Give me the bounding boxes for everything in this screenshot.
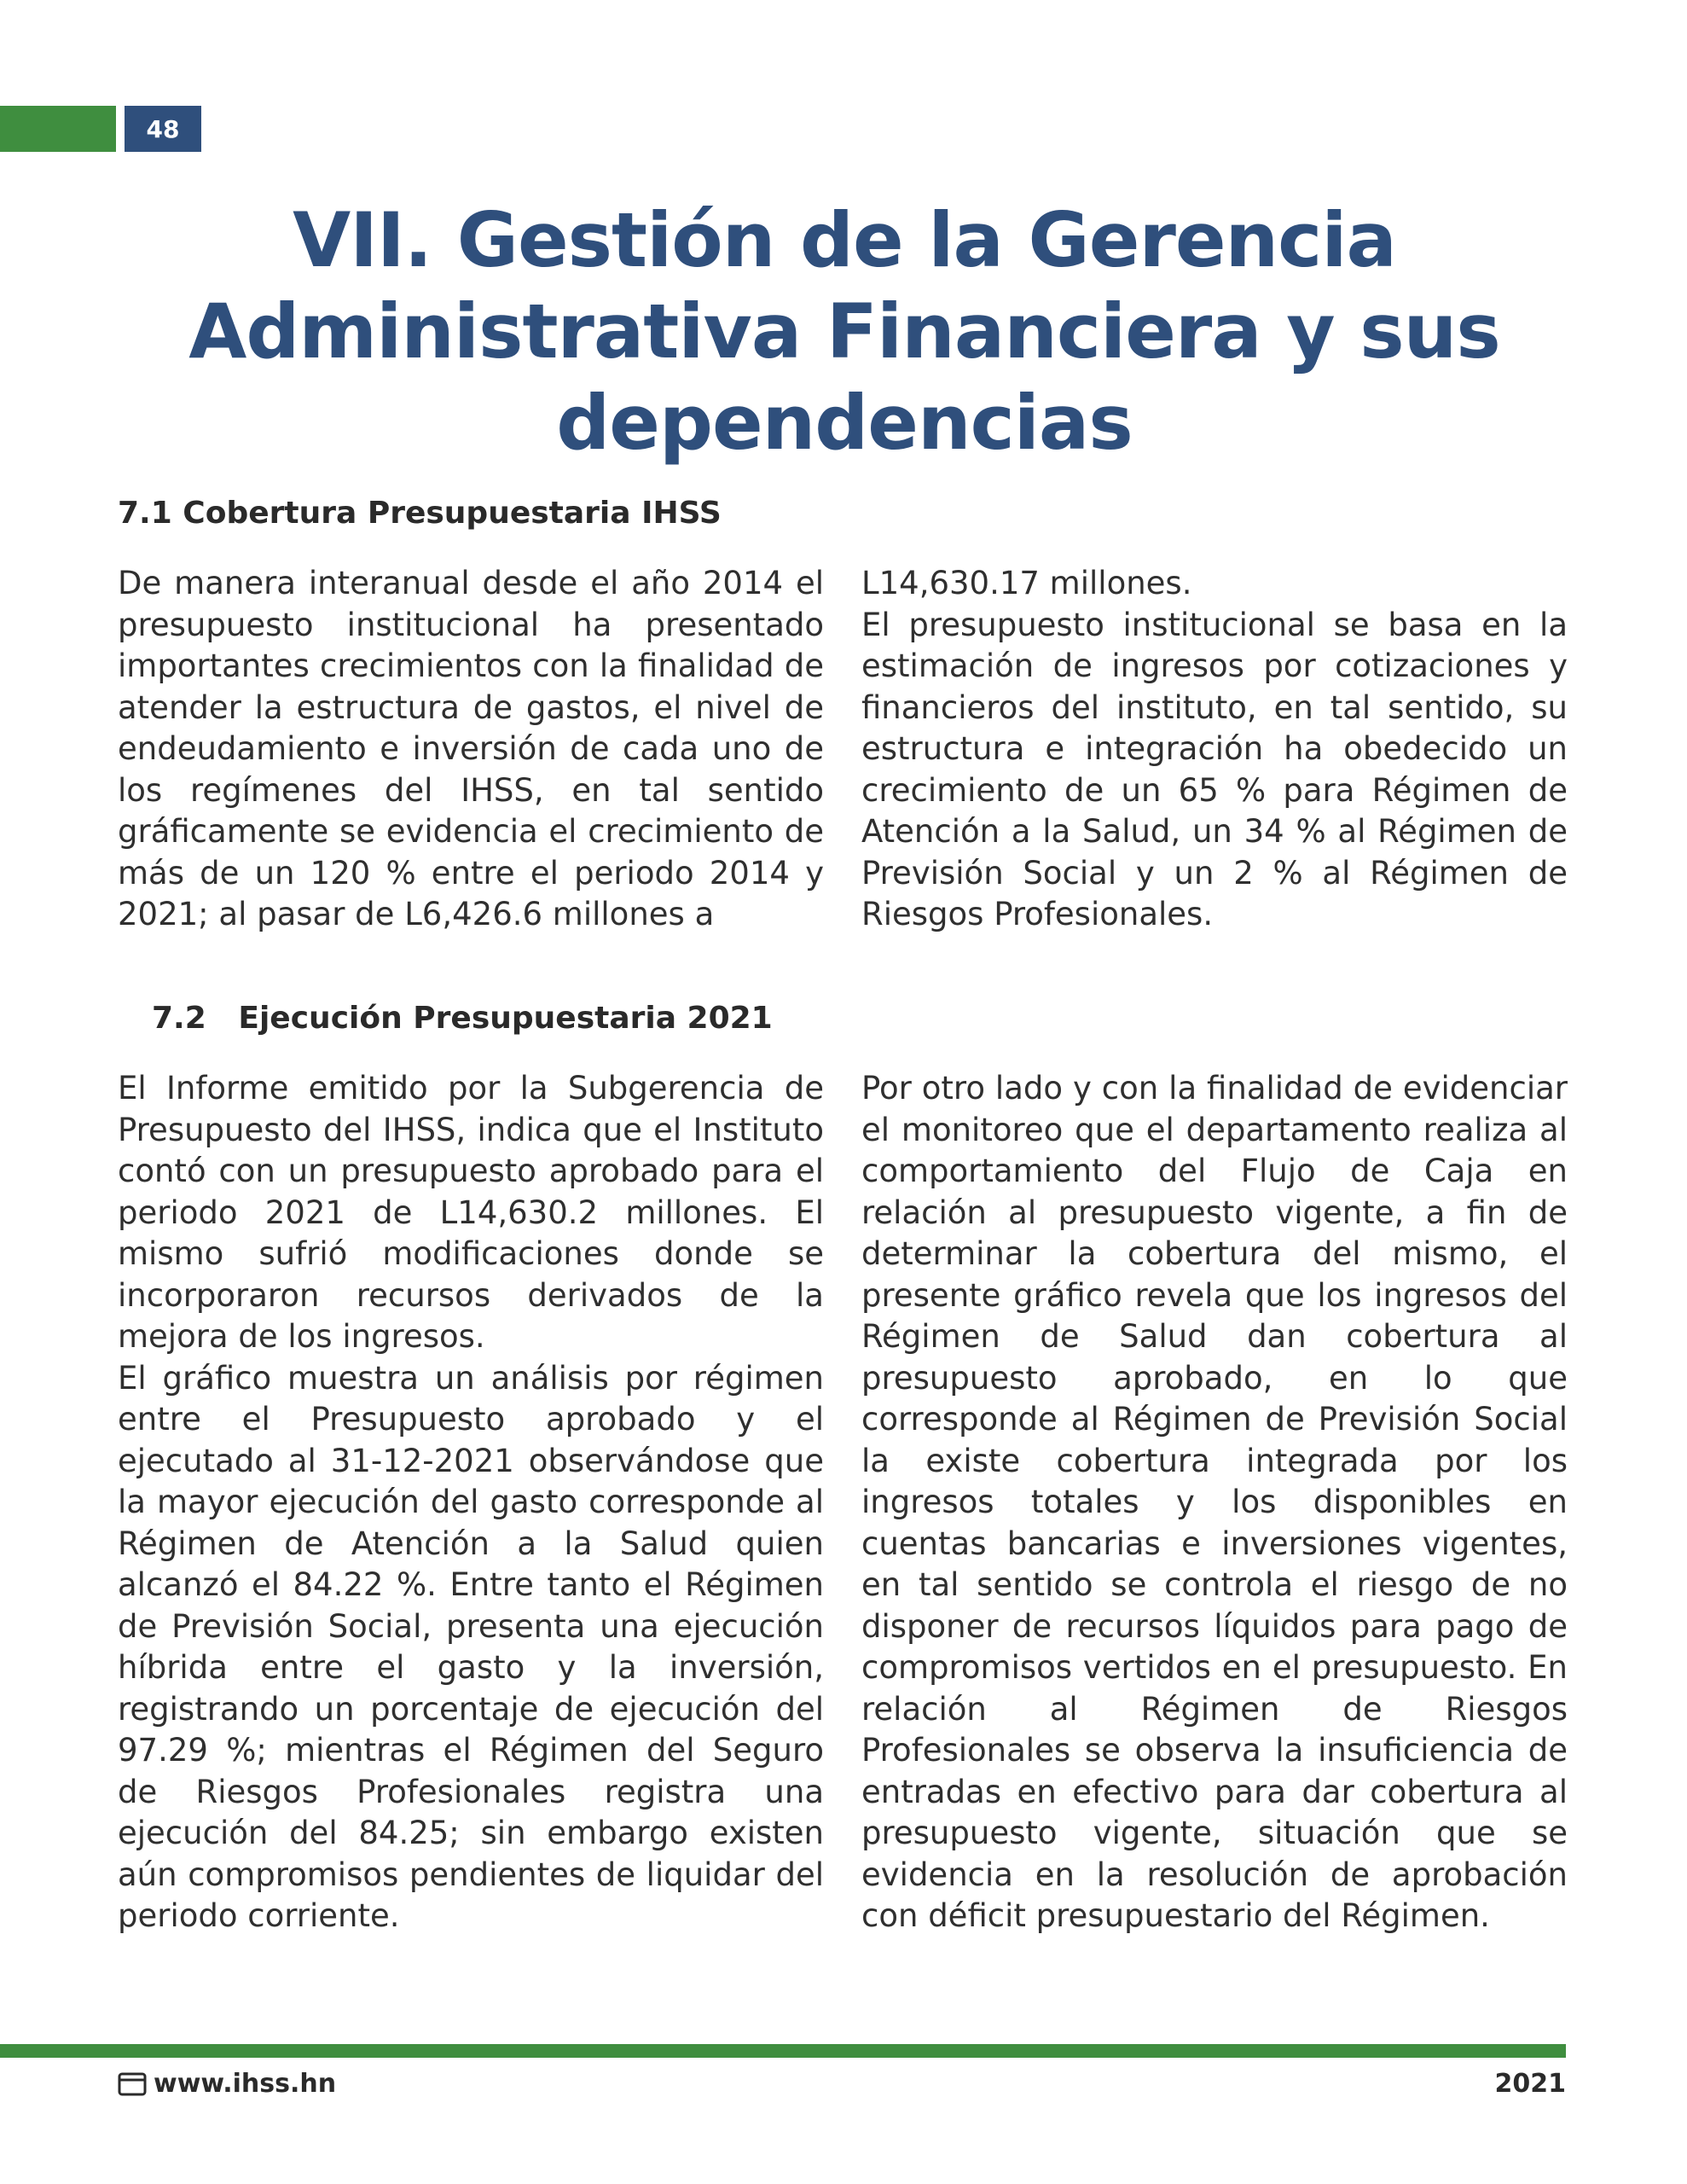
page-title-line-1: VII. Gestión de la Gerencia [293,196,1396,284]
footer-website-link[interactable]: www.ihss.hn [154,2069,337,2099]
footer-year: 2021 [1494,2069,1566,2099]
section-7-2-left-column [118,1068,824,1937]
section-7-1-left-paragraph: De manera interanual desde el año 2014 el presupuesto institucional ha presentado importantes crecimientos con la finalidad de atender la estructura de gastos, el nivel de endeudamiento e inversión de cada uno de los regímenes del IHSS, en tal sentido gráficamente se evidencia el crecimiento de más de un 120 % entre el periodo 2014 y 2021; al pasar de L6,426.6 millones a [118,565,824,932]
header-green-bar [0,106,116,152]
footer-website[interactable] [118,2069,336,2099]
section-7-1-right-first-line: L14,630.17 millones. [861,565,1192,601]
section-7-2-left-paragraph-1: El Informe emitido por la Subgerencia de Presupuesto del IHSS, indica que el Instituto contó con un presupuesto aprobado para el periodo 2021 de L14,630.2 millones. El mismo sufrió modificaciones donde se incorporaron recursos derivados de la mejora de los ingresos. [118,1070,824,1355]
browser-window-icon [118,2072,147,2096]
section-7-2-right-column [861,1068,1568,1937]
section-7-1-left-column [118,563,824,936]
page-title [119,195,1569,468]
section-7-1-heading: 7.1 Cobertura Presupuestaria IHSS [118,496,722,531]
page-number: 48 [125,106,201,152]
section-7-1-right-column [861,563,1568,936]
footer-green-bar [0,2044,1566,2058]
section-7-1-right-paragraph: El presupuesto institucional se basa en la estimación de ingresos por cotizaciones y financieros del instituto, en tal sentido, su estructura e integración ha obedecido un crecimiento de un 65 % para Régimen de Atención a la Salud, un 34 % al Régimen de Previsión Social y un 2 % al Régimen de Riesgos Profesionales. [861,606,1568,932]
section-7-2-right-paragraph: Por otro lado y con la finalidad de evidenciar el monitoreo que el departamento realiza al comportamiento del Flujo de Caja en relación al presupuesto vigente, a fin de determinar la cobertura del mismo, el presente gráfico revela que los ingresos del Régimen de Salud dan cobertura al presupuesto aprobado, en lo que corresponde al Régimen de Previsión Social la existe cobertura integrada por los ingresos totales y los disponibles en cuentas bancarias e inversiones vigentes, en tal sentido se controla el riesgo de no disponer de recursos líquidos para pago de compromisos vertidos en el presupuesto. En relación al Régimen de Riesgos Profesionales se observa la insuficiencia de entradas en efectivo para dar cobertura al presupuesto vigente, situación que se evidencia en la resolución de aprobación con déficit presupuestario del Régimen. [861,1070,1568,1934]
page-title-line-2: Administrativa Financiera y sus [188,288,1500,375]
page-title-line-3: dependencias [556,379,1133,467]
section-7-2-left-paragraph-2: El gráfico muestra un análisis por régimen entre el Presupuesto aprobado y el ejecutado al 31-12-2021 observándose que la mayor ejecución del gasto corresponde al Régimen de Atención a la Salud quien alcanzó el 84.22 %. Entre tanto el Régimen de Previsión Social, presenta una ejecución híbrida entre el gasto y la inversión, registrando un porcentaje de ejecución del 97.29 %; mientras el Régimen del Seguro de Riesgos Profesionales registra una ejecución del 84.25; sin embargo existen aún compromisos pendientes de liquidar del periodo corriente. [118,1359,824,1934]
section-7-2-heading: 7.2 Ejecución Presupuestaria 2021 [152,1001,773,1036]
